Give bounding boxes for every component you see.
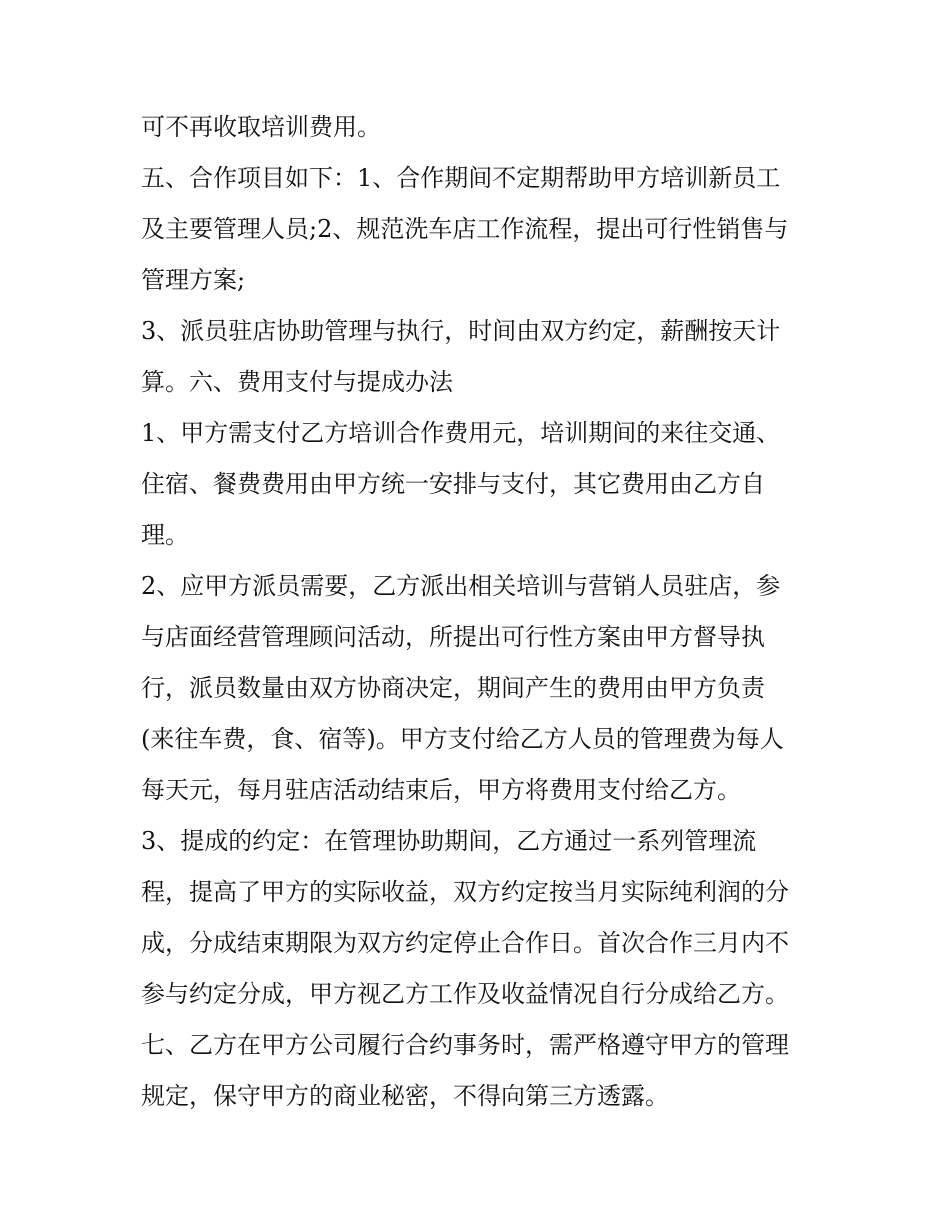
text-line: 参与约定分成，甲方视乙方工作及收益情况自行分成给乙方。 [141, 980, 789, 1008]
text-line: 3、提成的约定：在管理协助期间，乙方通过一系列管理流 [141, 827, 757, 855]
text-line: 规定，保守甲方的商业秘密，不得向第三方透露。 [141, 1082, 669, 1110]
document-page [141, 102, 821, 1122]
text-line: 七、乙方在甲方公司履行合约事务时，需严格遵守甲方的管理 [141, 1031, 789, 1059]
text-line: 及主要管理人员;2、规范洗车店工作流程，提出可行性销售与 [141, 215, 789, 243]
text-line: 每天元，每月驻店活动结束后，甲方将费用支付给乙方。 [141, 776, 741, 804]
text-line: 五、合作项目如下：1、合作期间不定期帮助甲方培训新员工 [141, 164, 781, 192]
text-line: 管理方案; [141, 266, 246, 294]
text-line: 1、甲方需支付乙方培训合作费用元，培训期间的来往交通、 [141, 419, 781, 447]
text-line: 可不再收取培训费用。 [141, 113, 381, 141]
text-line: (来往车费，食、宿等)。甲方支付给乙方人员的管理费为每人 [141, 725, 784, 753]
text-line: 理。 [141, 521, 189, 549]
text-line: 成，分成结束期限为双方约定停止合作日。首次合作三月内不 [141, 929, 789, 957]
text-line: 程，提高了甲方的实际收益，双方约定按当月实际纯利润的分 [141, 878, 789, 906]
text-line: 行，派员数量由双方协商决定，期间产生的费用由甲方负责 [141, 674, 765, 702]
text-line: 住宿、餐费费用由甲方统一安排与支付，其它费用由乙方自 [141, 470, 765, 498]
text-line: 与店面经营管理顾问活动，所提出可行性方案由甲方督导执 [141, 623, 765, 651]
text-line: 3、派员驻店协助管理与执行，时间由双方约定，薪酬按天计 [141, 317, 781, 345]
text-line: 2、应甲方派员需要，乙方派出相关培训与营销人员驻店，参 [141, 572, 781, 600]
text-line: 算。六、费用支付与提成办法 [141, 368, 453, 396]
